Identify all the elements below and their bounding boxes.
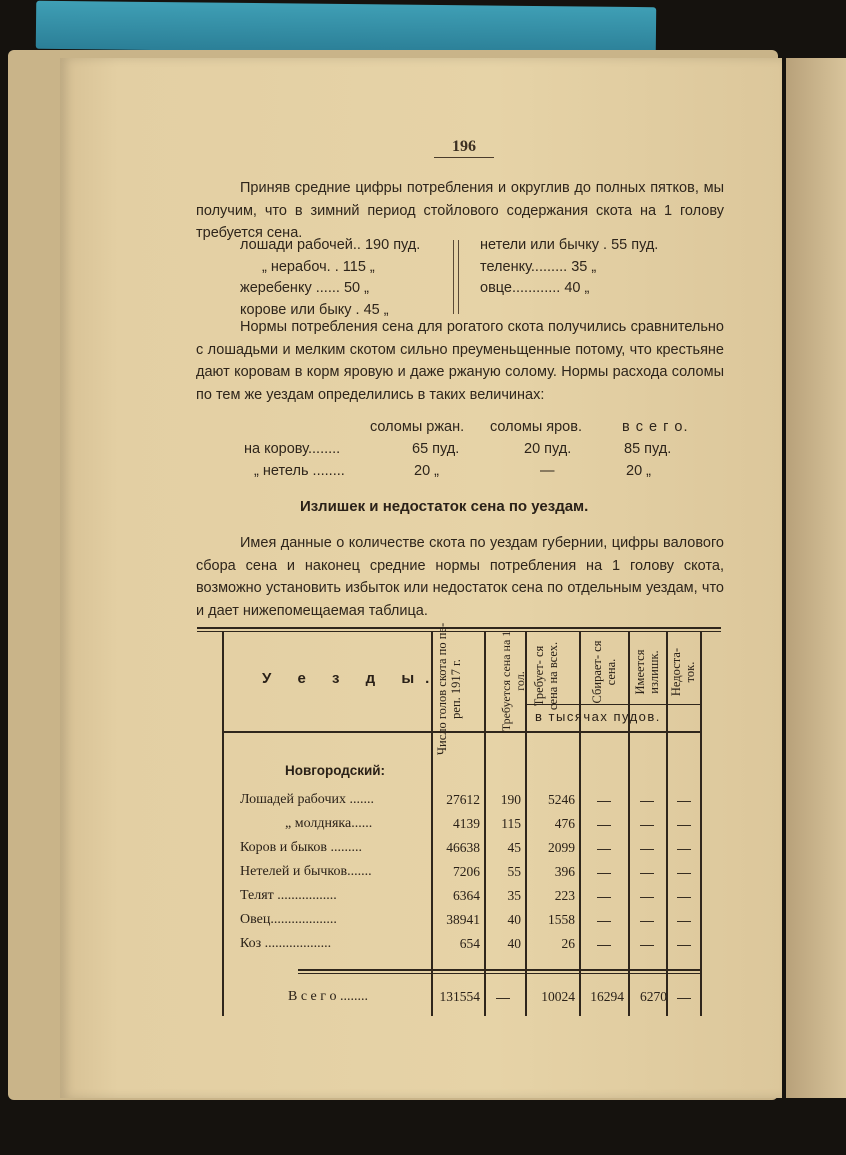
col-header-uezd: У е з д ы. bbox=[262, 670, 441, 687]
table-cell: 27612 bbox=[446, 792, 480, 807]
table-cell: 26 bbox=[561, 936, 575, 951]
straw-header-rye: соломы ржан. bbox=[370, 419, 465, 435]
hay-norm-value: 190 пуд. bbox=[364, 237, 421, 253]
table-cell: 10024 bbox=[541, 989, 575, 1004]
paragraph-table-intro-text: Имея данные о количестве скота по уездам губернии, цифры валового сбора сена и наконец средние нормы потребления на 1 голову скота, возможно установить избыток или недостаток сена по отдельным уездам, что и дает нижепомещаемая таблица. bbox=[196, 535, 724, 619]
straw-row-label: на корову........ bbox=[244, 441, 341, 457]
table-cell: — bbox=[677, 936, 691, 952]
hay-norm-label: нетели или бычку . bbox=[480, 237, 608, 253]
group-title: Новгородский: bbox=[285, 763, 386, 778]
table-cell: — bbox=[640, 816, 654, 832]
table-cell: 476 bbox=[554, 816, 575, 831]
hay-norm-value: 115 „ bbox=[342, 258, 375, 275]
straw-row-value: 65 пуд. bbox=[412, 441, 460, 457]
col-header-surplus: Имеется излишк. bbox=[633, 649, 661, 695]
total-label: В с е г о ........ bbox=[288, 989, 369, 1004]
hay-norm-label: овце............ bbox=[480, 280, 561, 296]
table-cell: 55 bbox=[507, 864, 521, 879]
table-cell: — bbox=[597, 864, 611, 880]
straw-row-value: — bbox=[540, 463, 555, 479]
col-header-required: Требует- ся сена на всех. bbox=[532, 641, 560, 711]
section-heading: Излишек и недостаток сена по уездам. bbox=[300, 498, 589, 515]
hay-norm-value: 35 „ bbox=[571, 258, 597, 275]
table-cell: 4139 bbox=[453, 816, 480, 831]
straw-header-spring: соломы яров. bbox=[490, 419, 582, 435]
col-divider bbox=[666, 631, 668, 1016]
total-rule bbox=[298, 969, 702, 971]
col-header-head-count: Число голов скота по пе- реп. 1917 г. bbox=[435, 622, 463, 756]
straw-header-total: в с е г о. bbox=[622, 419, 689, 435]
table-cell: — bbox=[597, 792, 611, 808]
table-cell: — bbox=[597, 840, 611, 856]
table-row-label: Коз ................... bbox=[240, 936, 332, 951]
table-cell: — bbox=[677, 816, 691, 832]
table-row-label: Коров и быков ......... bbox=[240, 840, 362, 855]
table-cell: 46638 bbox=[446, 840, 480, 855]
table-cell: — bbox=[640, 864, 654, 880]
table-cell: 38941 bbox=[446, 912, 480, 927]
table-cell: — bbox=[677, 888, 691, 904]
hay-norm-label: теленку......... bbox=[480, 258, 568, 275]
hay-norm-label: лошади рабочей.. bbox=[240, 237, 361, 253]
table-cell: — bbox=[597, 912, 611, 928]
straw-row-value: 20 пуд. bbox=[524, 441, 572, 457]
table-cell: — bbox=[677, 864, 691, 880]
col-header-deficit: Недоста- ток. bbox=[669, 647, 697, 697]
table-cell: — bbox=[640, 936, 654, 952]
paragraph-straw-text: Нормы потребления сена для рогатого скота получились сравнительно с лошадьми и мелким скотом сильно преуменьщенные потому, что крестьяне дают коровам в корм яровую и даже ржаную солому. Нормы расхода соломы по тем же уездам определились в таких величинах: bbox=[196, 319, 724, 403]
table-cell: — bbox=[677, 792, 691, 808]
table-cell: — bbox=[597, 816, 611, 832]
table-cell: 1558 bbox=[548, 912, 575, 927]
table-left-border bbox=[222, 631, 224, 1016]
table-cell: — bbox=[640, 840, 654, 856]
table-cell: 190 bbox=[500, 792, 521, 807]
table-cell: 396 bbox=[554, 864, 575, 879]
table-row-label: Телят ................. bbox=[240, 888, 337, 903]
paragraph-intro-text: Приняв средние цифры потребления и округлив до полных пятков, мы получим, что в зимний период стойлового содержания скота на 1 голову требуется сена. bbox=[196, 180, 724, 241]
table-cell: 40 bbox=[507, 912, 521, 927]
table-cell: 40 bbox=[507, 936, 521, 951]
table-cell: 6270 bbox=[640, 989, 667, 1004]
table-cell: — bbox=[597, 936, 611, 952]
col-header-collected: Сбирает- ся сена. bbox=[590, 640, 618, 704]
table-row-label: „ молдняка...... bbox=[285, 816, 373, 831]
table-cell: — bbox=[597, 888, 611, 904]
table-cell: — bbox=[677, 912, 691, 928]
table-cell: 223 bbox=[554, 888, 575, 903]
col-header-norm: Требуется сена на 1 гол. bbox=[499, 630, 527, 732]
hay-norm-value: 40 „ bbox=[564, 280, 590, 296]
table-row-label: Овец................... bbox=[240, 912, 337, 927]
table-cell: — bbox=[640, 912, 654, 928]
table-cell: — bbox=[496, 989, 510, 1005]
table-cell: 115 bbox=[501, 816, 521, 831]
table-cell: 7206 bbox=[453, 864, 480, 879]
hay-norm-value: 55 пуд. bbox=[611, 237, 659, 253]
table-row-label: Нетелей и бычков....... bbox=[240, 864, 372, 879]
straw-row-label: „ нетель ........ bbox=[254, 463, 345, 479]
col-divider bbox=[579, 631, 581, 1016]
table-right-border bbox=[700, 631, 702, 1016]
page-number: 196 bbox=[434, 138, 494, 158]
table-cell: 45 bbox=[507, 840, 521, 855]
table-cell: 5246 bbox=[548, 792, 575, 807]
straw-row-value: 85 пуд. bbox=[624, 441, 672, 457]
hay-norm-label: „ нерабоч. . bbox=[262, 258, 339, 275]
table-cell: 654 bbox=[459, 936, 480, 951]
table-cell: — bbox=[640, 888, 654, 904]
table-cell: — bbox=[677, 840, 691, 856]
table-cell: 6364 bbox=[453, 888, 480, 903]
table-cell: 16294 bbox=[590, 989, 624, 1004]
table-cell: — bbox=[640, 792, 654, 808]
table-row-label: Лошадей рабочих ....... bbox=[240, 792, 374, 807]
table-cell: 35 bbox=[507, 888, 521, 903]
hay-norm-label: жеребенку ...... bbox=[240, 280, 340, 296]
hay-norm-value: 50 „ bbox=[343, 280, 369, 296]
hay-norm-label: корове или быку . bbox=[240, 301, 360, 318]
table-cell: — bbox=[677, 989, 691, 1005]
table-cell: 131554 bbox=[439, 989, 480, 1004]
table-cell: 2099 bbox=[548, 840, 575, 855]
unit-label: в тысячах пудов. bbox=[535, 709, 661, 724]
total-rule-thin bbox=[298, 973, 702, 974]
col-divider bbox=[628, 631, 630, 1016]
hay-norm-value: 45 „ bbox=[363, 301, 389, 318]
straw-row-value: 20 „ bbox=[414, 463, 439, 479]
straw-row-value: 20 „ bbox=[626, 463, 651, 479]
